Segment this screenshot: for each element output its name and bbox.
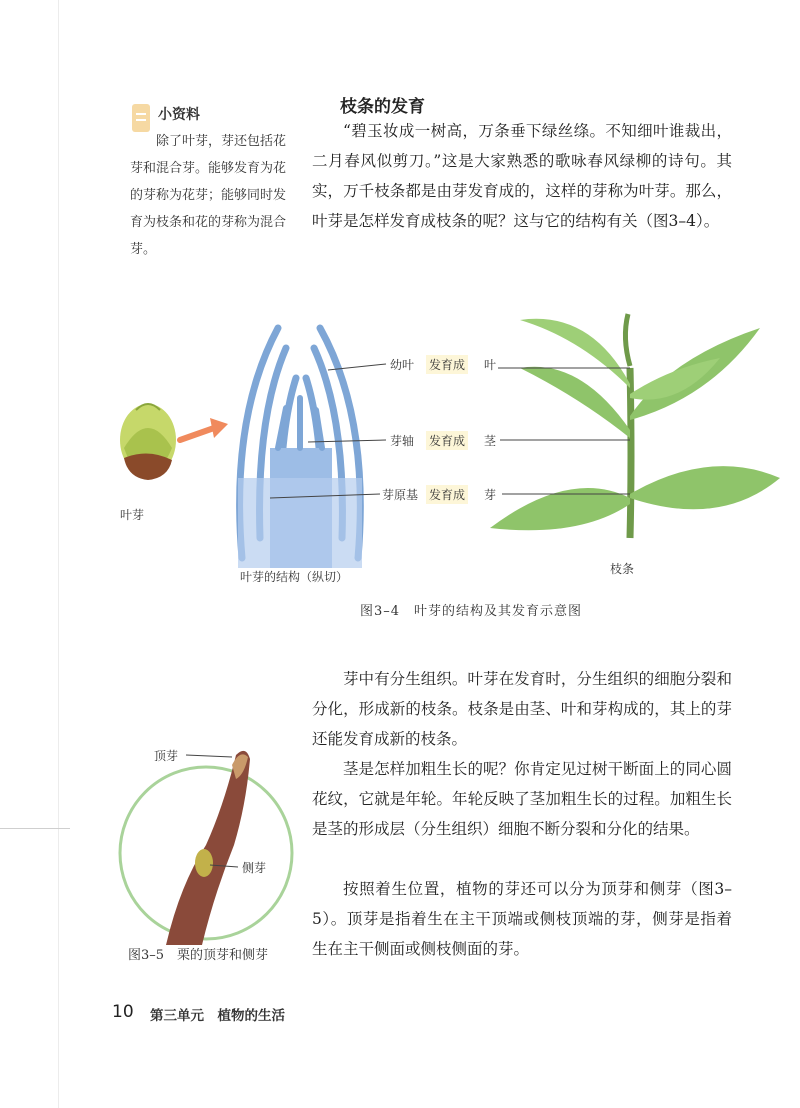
top-bud-label: 顶芽 — [154, 749, 179, 763]
part-young-leaf: 幼叶 — [390, 358, 415, 372]
paragraph-4: 按照着生位置，植物的芽还可以分为顶芽和侧芽（图3–5）。顶芽是指着生在主干顶端或侧枝顶端的芽，侧芽是指着生在主干侧面或侧枝侧面的芽。 — [312, 880, 732, 958]
develop-tag-3: 发育成 — [426, 485, 468, 504]
paragraph-1: “碧玉妆成一树高，万条垂下绿丝绦。不知细叶谁裁出，二月春风似剪刀。”这是大家熟悉的歌咏春风绿柳的诗句。其实，万千枝条都是由芽发育成的，这样的芽称为叶芽。那么，叶芽是怎样发育成枝条的呢？这与它的结构有关（图3–4）。 — [312, 122, 732, 230]
leaf-bud-image — [120, 404, 176, 480]
figure-3-5-caption: 图3–5 栗的顶芽和侧芽 — [128, 948, 269, 963]
part-bud-primordium: 芽原基 — [382, 488, 419, 502]
result-stem: 茎 — [484, 434, 497, 448]
result-leaf: 叶 — [484, 358, 497, 372]
paragraph-2: 芽中有分生组织。叶芽在发育时，分生组织的细胞分裂和分化，形成新的枝条。枝条是由茎、叶和芽构成的，其上的芽还能发育成新的枝条。 — [312, 670, 732, 748]
figure-3-4-caption: 图3–4 叶芽的结构及其发育示意图 — [360, 604, 583, 619]
page-number: 10 — [112, 1002, 134, 1022]
edge-tick — [0, 828, 70, 829]
page-edge — [58, 0, 59, 1108]
result-bud: 芽 — [484, 488, 497, 502]
figure-3-4 — [110, 298, 800, 598]
section-title: 枝条的发育 — [340, 97, 425, 117]
develop-tag-1: 发育成 — [426, 355, 468, 374]
paragraph-3: 茎是怎样加粗生长的呢？你肯定见过树干断面上的同心圆花纹，它就是年轮。年轮反映了茎加粗生长的过程。加粗生长是茎的形成层（分生组织）细胞不断分裂和分化的结果。 — [312, 760, 732, 838]
bud-label: 叶芽 — [120, 508, 145, 522]
note-body: 除了叶芽，芽还包括花芽和混合芽。能够发育为花的芽称为花芽；能够同时发育为枝条和花的芽称为混合芽。 — [130, 134, 287, 257]
side-bud-label: 侧芽 — [242, 861, 267, 875]
branch-image — [490, 314, 780, 538]
figure-3-5 — [110, 735, 300, 945]
branch-label: 枝条 — [610, 562, 635, 576]
note-title: 小资料 — [158, 107, 200, 123]
unit-title: 第三单元 植物的生活 — [150, 1008, 285, 1024]
part-bud-axis: 芽轴 — [390, 434, 415, 448]
figure-3-5-graphic — [110, 735, 300, 945]
develop-tag-2: 发育成 — [426, 431, 468, 450]
section-label: 叶芽的结构（纵切） — [240, 570, 349, 584]
arrow-icon — [180, 428, 214, 440]
